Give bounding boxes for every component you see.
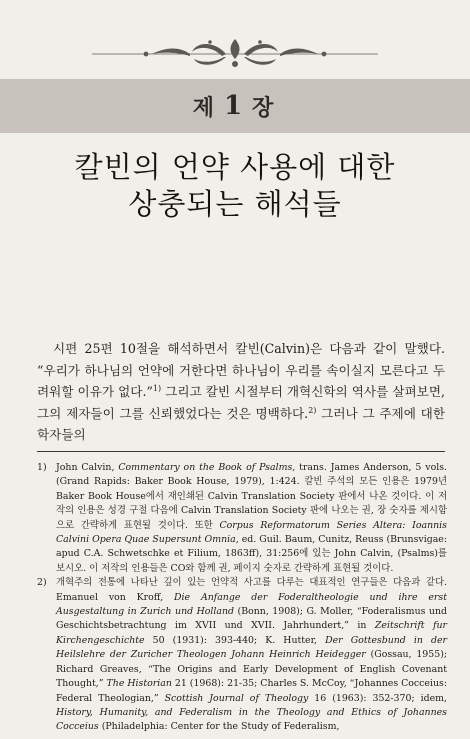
footnote-title: History, Humanity, and Federalism in the Theology and Ethics of Johannes Cocceius <box>56 706 447 733</box>
footnote-title: Zeitschrift fur Kirchengeschichte <box>56 620 447 646</box>
footnote-ref-1: 1) <box>152 383 162 393</box>
footnote-ref-2: 2) <box>308 405 317 415</box>
footnote-mark: 2) <box>37 577 47 589</box>
footnote-text: 50 (1931): 393-440; K. Hutter, <box>144 634 326 646</box>
chapter-title-line-1: 칼빈의 언약 사용에 대한 <box>74 150 396 184</box>
body-text-segment: 그러나 그 주제에 대한 학자들의 <box>37 405 445 442</box>
footnote-text: 개혁주의 전통에 나타난 깊이 있는 언약적 사고를 다루는 대표적인 연구들은 다음과 같다. Emanuel von Kroff, <box>56 577 447 603</box>
body-paragraph <box>37 338 445 446</box>
footnote-text: , ed. Guil. Baum, Cunitz, Reuss (Brunsvigae: apud C.A. Schwetschke et Filium, 1863ff), 31:256에 있는 John Calvin, (Psalms)를 보시오. 이 저작의 인용들은 CO와 함께 권, 페이지 숫자로 간략하게 표현될 것이다. <box>56 534 447 574</box>
footnote-2 <box>37 576 447 734</box>
chapter-suffix: 장 <box>252 95 278 121</box>
footnote-text: (Gossau, 1955); Richard Greaves, “The Origins and Early Development of English Covenant Thought,” <box>56 649 448 690</box>
footnote-title: Commentary on the Book of Psalms <box>118 462 293 473</box>
footnote-text: (Philadelphia: Center for the Study of Federalism, <box>98 721 340 733</box>
footnote-title: Corpus Reformatorum Series Altera: Ioannis Calvini Opera Quae Supersunt Omnia <box>56 519 447 546</box>
footnote-title: Scottish Journal of Theology <box>164 692 309 704</box>
chapter-number: 1 <box>223 91 247 121</box>
chapter-title-line-2: 상충되는 해석들 <box>128 187 342 221</box>
footnote-title: The Historian <box>106 678 172 690</box>
footnote-title: Die Anfange der Foderaltheologie und ihre erst Ausgestaltung in Zurich und Holland <box>56 591 447 618</box>
footnote-text: John Calvin, <box>56 462 119 473</box>
ornament-divider <box>0 30 470 78</box>
chapter-band <box>0 79 470 133</box>
footnote-text: 16 (1963): 352-370; idem, <box>308 692 447 704</box>
body-text-segment: 그리고 칼빈 시절부터 개혁신학의 역사를 살펴보면, 그의 제자들이 그를 신뢰했었다는 것은 명백하다. <box>37 384 445 421</box>
body-text-segment: 시편 25편 10절을 해석하면서 칼빈(Calvin)은 다음과 같이 말했다. “우리가 하나님의 언약에 거한다면 하나님이 우리를 속이실지 모른다고 두려워할 이유가 없다.” <box>37 341 445 399</box>
footnote-text: 21 (1968): 21-35; Charles S. McCoy, “Johannes Cocceius: Federal Theologian,” <box>56 678 447 704</box>
chapter-prefix: 제 <box>192 95 218 121</box>
footnotes <box>37 461 447 735</box>
footnote-text: , trans. James Anderson, 5 vols. (Grand Rapids: Baker Book House, 1979), 1:424. 칼빈 주석의 모든 인용은 1979년 Baker Book House에서 재인쇄된 Calvin Translation Society 판에서 나온 것이다. 이 저작의 인용은 성경 구절 다음에 Calvin Translation Society 판에 나오는 권, 장 숫자를 제시함으로 간략하게 표현될 것이다. 또한 <box>56 462 448 531</box>
footnote-mark: 1) <box>37 462 47 473</box>
footnote-title: Der Gottesbund in der Heilslehre der Zuricher Theologen Johann Heinrich Heidegger <box>56 634 447 661</box>
footnote-1 <box>37 461 447 576</box>
footnote-divider <box>37 451 445 452</box>
footnote-text: (Bonn, 1908); G. Moller, “Foderalismus und Geschichtsbetrachtung im XVII und XVII. Jahrhundert,” in <box>56 606 448 632</box>
